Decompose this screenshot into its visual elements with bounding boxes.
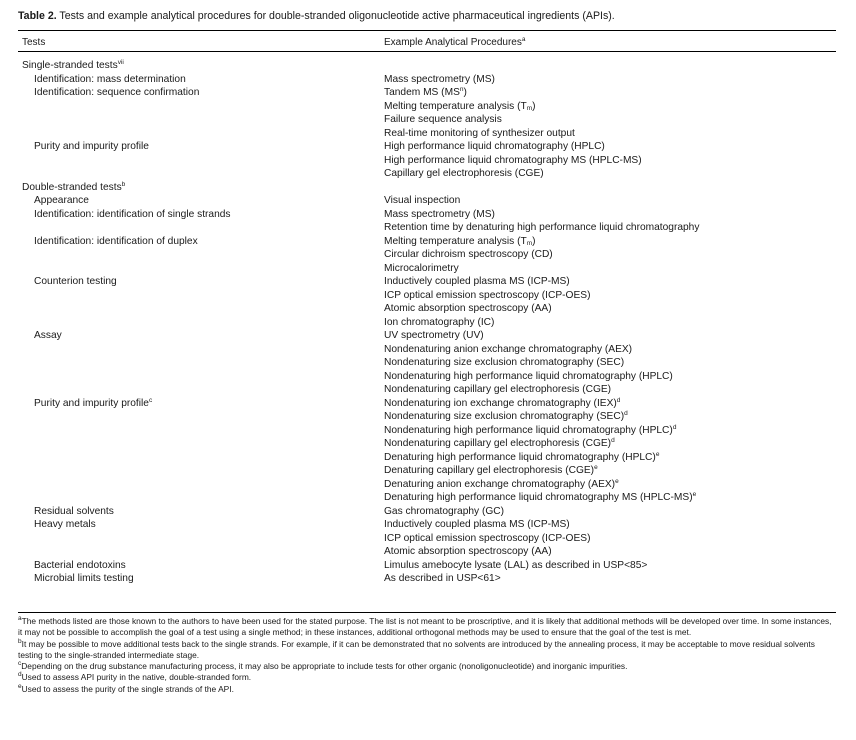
- test-name: [34, 559, 126, 573]
- procedure-superscript: d: [672, 423, 677, 431]
- table-row: [18, 559, 836, 573]
- table-row: [18, 437, 836, 451]
- header-procedures-label: Example Analytical Procedures: [384, 37, 522, 48]
- procedure-superscript: e: [692, 491, 697, 498]
- procedure: [384, 302, 552, 316]
- procedure-text: As described in USP<61>: [384, 573, 501, 584]
- procedure: [384, 154, 642, 168]
- procedure-text: Nondenaturing anion exchange chromatography (AEX): [384, 343, 633, 355]
- footnote-mark: e: [18, 682, 22, 690]
- table-row: [18, 154, 836, 168]
- procedure: [384, 451, 659, 465]
- table-row: [18, 181, 836, 195]
- footnote-text: Used to assess the purity of the single strands of the API.: [21, 683, 234, 694]
- test-name: [34, 572, 134, 586]
- test-text: Purity and impurity profile: [34, 397, 149, 409]
- table-body: [18, 59, 836, 586]
- table-row: [18, 289, 836, 303]
- procedure: [384, 410, 628, 424]
- header-procedures-footnote-mark: a: [521, 36, 526, 43]
- procedure-superscript: e: [594, 464, 598, 471]
- table-row: [18, 262, 836, 276]
- procedure-text: Retention time by denaturing high performance liquid chromatography: [384, 222, 700, 233]
- table-row: [18, 329, 836, 343]
- test-text: Purity and impurity profile: [34, 141, 149, 152]
- procedure-text: Denaturing high performance liquid chromatography (HPLC): [384, 451, 656, 463]
- footnote-text: Used to assess API purity in the native, double-stranded form.: [21, 672, 252, 683]
- footnote: [18, 672, 836, 683]
- test-text: Assay: [34, 330, 62, 341]
- table-row: [18, 343, 836, 357]
- footnote-mark: d: [18, 671, 22, 679]
- procedure-text: Atomic absorption spectroscopy (AA): [384, 303, 552, 314]
- procedure: [384, 532, 590, 546]
- table-row: [18, 505, 836, 519]
- top-rule: [18, 30, 836, 31]
- procedure: [384, 194, 460, 208]
- procedure-subscript: m: [526, 239, 533, 247]
- procedure-text: Nondenaturing size exclusion chromatography (SEC): [384, 357, 625, 368]
- procedure-text: Nondenaturing size exclusion chromatography (SEC): [384, 411, 625, 422]
- table-row: [18, 464, 836, 478]
- header-procedures: [384, 36, 525, 49]
- procedure-superscript: e: [655, 450, 660, 458]
- footnote-mark: a: [18, 615, 22, 622]
- footnote-text: The methods listed are those known to the authors to have been used for the stated purpose. The list is not meant to be proscriptive, and it is likely that additional methods will be developed over time. In some instances, it may not be possible to accomplish the goal of a test using a single method; in these instances, additional orthogonal methods may be used to ensure that the goal of the test is met.: [18, 616, 832, 638]
- procedure-superscript: e: [615, 477, 619, 485]
- test-name: [34, 194, 89, 208]
- table-row: [18, 73, 836, 87]
- procedure: [384, 545, 552, 559]
- procedure: [384, 73, 495, 87]
- table-row: [18, 235, 836, 249]
- footnote-mark: c: [18, 660, 22, 668]
- test-name: [34, 518, 96, 532]
- footnote-text: It may be possible to move additional tests back to the single strands. For example, if it can be demonstrated that no solvents are introduced by the annealing process, it may be acceptable to move residual solvents testing to the single-stranded intermediate stage.: [18, 638, 815, 660]
- table-caption: [18, 9, 838, 23]
- procedure: [384, 262, 459, 276]
- procedure: [384, 370, 673, 384]
- test-name: [34, 140, 149, 154]
- table-row: [18, 478, 836, 492]
- procedure: [384, 559, 647, 573]
- procedure: [384, 235, 536, 249]
- footnote: [18, 616, 836, 639]
- procedure-superscript: d: [611, 437, 615, 444]
- header-rule: [18, 51, 836, 52]
- footnote: [18, 661, 836, 672]
- header-tests: Tests: [22, 37, 46, 48]
- procedure-text: High performance liquid chromatography MS (HPLC-MS): [384, 154, 642, 166]
- test-name: [34, 397, 152, 411]
- table-row: [18, 491, 836, 505]
- test-text: Microbial limits testing: [34, 573, 134, 584]
- table-row: [18, 86, 836, 100]
- test-text: Heavy metals: [34, 519, 96, 530]
- procedure: [384, 100, 536, 114]
- procedure: [384, 316, 494, 330]
- test-text: Bacterial endotoxins: [34, 559, 126, 571]
- procedure-text: High performance liquid chromatography (HPLC): [384, 141, 605, 152]
- table-row: [18, 194, 836, 208]
- procedure: [384, 505, 504, 519]
- procedure-text: UV spectrometry (UV): [384, 330, 484, 341]
- procedure-text: ICP optical emission spectroscopy (ICP-OES): [384, 532, 591, 544]
- test-name: [34, 505, 114, 519]
- procedure-superscript: d: [624, 410, 628, 417]
- procedure: [384, 127, 575, 141]
- table-row: [18, 370, 836, 384]
- procedure: [384, 491, 696, 505]
- section-heading: [22, 59, 124, 73]
- footnote: [18, 639, 836, 662]
- table-row: [18, 167, 836, 181]
- procedure-text: Mass spectrometry (MS): [384, 73, 495, 85]
- procedure-text: Real-time monitoring of synthesizer output: [384, 127, 575, 139]
- procedure: [384, 208, 495, 222]
- table-row: [18, 532, 836, 546]
- test-name: [34, 73, 186, 87]
- procedure: [384, 329, 484, 343]
- table-row: [18, 127, 836, 141]
- procedure-text: Denaturing high performance liquid chromatography MS (HPLC-MS): [384, 492, 693, 503]
- procedure-text: Limulus amebocyte lysate (LAL) as described in USP<85>: [384, 559, 648, 571]
- table-row: [18, 221, 836, 235]
- procedure-text: Nondenaturing high performance liquid chromatography (HPLC): [384, 424, 673, 436]
- bottom-rule: [18, 612, 836, 613]
- table-row: [18, 424, 836, 438]
- table-row: [18, 383, 836, 397]
- test-text: Identification: identification of single strands: [34, 208, 231, 220]
- table-row: [18, 140, 836, 154]
- procedure-text: Visual inspection: [384, 195, 461, 206]
- procedure-text: Capillary gel electrophoresis (CGE): [384, 168, 544, 179]
- procedure-text: Denaturing capillary gel electrophoresis (CGE): [384, 465, 595, 476]
- test-text: Appearance: [34, 195, 89, 206]
- procedure-tail: ): [532, 100, 536, 112]
- procedure: [384, 397, 620, 411]
- section-heading: [22, 181, 125, 195]
- procedure: [384, 383, 611, 397]
- procedure: [384, 221, 699, 235]
- footnote-text: Depending on the drug substance manufacturing process, it may also be appropriate to include tests for other organic (nonoligonucleotide) and inorganic impurities.: [21, 661, 628, 672]
- table-row: [18, 275, 836, 289]
- test-name: [34, 86, 199, 100]
- procedure-text: Nondenaturing high performance liquid chromatography (HPLC): [384, 370, 673, 382]
- procedure-text: Failure sequence analysis: [384, 114, 502, 125]
- procedure-text: Gas chromatography (GC): [384, 505, 505, 517]
- procedure: [384, 343, 632, 357]
- procedure-text: Microcalorimetry: [384, 262, 459, 274]
- test-text: Identification: mass determination: [34, 73, 186, 85]
- test-text: Identification: identification of duplex: [34, 235, 198, 247]
- footnote: [18, 684, 836, 695]
- procedure: [384, 478, 619, 492]
- procedure-text: Nondenaturing capillary gel electrophoresis (CGE): [384, 384, 612, 395]
- table-row: [18, 316, 836, 330]
- table-row: [18, 518, 836, 532]
- procedure-text: Nondenaturing capillary gel electrophoresis (CGE): [384, 438, 612, 449]
- procedure: [384, 248, 553, 262]
- test-name: [34, 235, 198, 249]
- procedure-tail: ): [463, 87, 467, 98]
- test-footnote-mark: b: [121, 180, 126, 188]
- procedure: [384, 167, 544, 181]
- table-row: [18, 572, 836, 586]
- test-text: Counterion testing: [34, 276, 117, 287]
- test-name: [34, 275, 117, 289]
- procedure: [384, 437, 615, 451]
- test-footnote-mark: c: [148, 396, 153, 404]
- procedure-text: Melting temperature analysis (T: [384, 100, 527, 112]
- procedure-subscript: m: [526, 104, 533, 112]
- footnotes: [18, 616, 836, 695]
- procedure: [384, 289, 590, 303]
- table-title: Tests and example analytical procedures for double-stranded oligonucleotide active pharmaceutical ingredients (APIs).: [56, 10, 615, 22]
- procedure-text: Melting temperature analysis (T: [384, 235, 527, 247]
- procedure-text: Tandem MS (MS: [384, 87, 460, 98]
- table-row: [18, 113, 836, 127]
- table-row: [18, 397, 836, 411]
- test-footnote-mark: vii: [117, 59, 124, 66]
- table-row: [18, 100, 836, 114]
- procedure: [384, 518, 570, 532]
- table-row: [18, 451, 836, 465]
- procedure-text: Denaturing anion exchange chromatography (AEX): [384, 478, 616, 490]
- procedure: [384, 572, 501, 586]
- table-row: [18, 302, 836, 316]
- table-row: [18, 545, 836, 559]
- test-name: [34, 208, 231, 222]
- procedure: [384, 275, 570, 289]
- procedure-text: Ion chromatography (IC): [384, 316, 495, 328]
- test-text: Single-stranded tests: [22, 60, 118, 71]
- procedure-superscript: n: [459, 86, 464, 93]
- table-row: [18, 356, 836, 370]
- procedure: [384, 86, 467, 100]
- procedure: [384, 464, 598, 478]
- test-text: Double-stranded tests: [22, 181, 122, 193]
- procedure-text: Inductively coupled plasma MS (ICP-MS): [384, 519, 570, 530]
- table-row: [18, 410, 836, 424]
- procedure-text: ICP optical emission spectroscopy (ICP-OES): [384, 289, 591, 301]
- procedure-superscript: d: [616, 396, 621, 404]
- procedure: [384, 140, 605, 154]
- procedure-text: Inductively coupled plasma MS (ICP-MS): [384, 276, 570, 287]
- test-text: Identification: sequence confirmation: [34, 87, 200, 98]
- procedure-text: Circular dichroism spectroscopy (CD): [384, 249, 553, 260]
- procedure-text: Nondenaturing ion exchange chromatography (IEX): [384, 397, 617, 409]
- procedure: [384, 356, 624, 370]
- procedure: [384, 113, 502, 127]
- table-row: [18, 208, 836, 222]
- procedure-tail: ): [532, 235, 536, 247]
- table-row: [18, 248, 836, 262]
- table-label: Table 2.: [18, 10, 57, 22]
- test-text: Residual solvents: [34, 505, 114, 517]
- procedure: [384, 424, 676, 438]
- procedure-text: Atomic absorption spectroscopy (AA): [384, 546, 552, 557]
- table-row: [18, 59, 836, 73]
- procedure-text: Mass spectrometry (MS): [384, 208, 495, 220]
- test-name: [34, 329, 62, 343]
- footnote-mark: b: [18, 637, 22, 645]
